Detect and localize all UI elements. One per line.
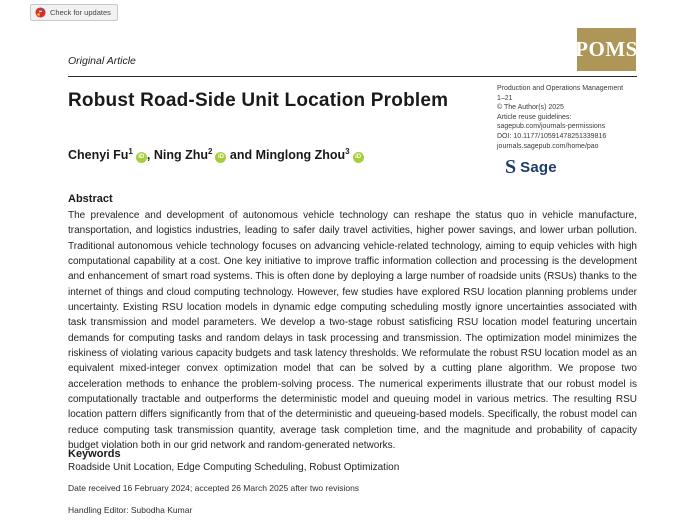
keywords-text: Roadside Unit Location, Edge Computing Scheduling, Robust Optimization (68, 462, 400, 473)
header-divider (68, 76, 637, 77)
author-affiliation-sup: 3 (345, 147, 350, 156)
article-type-label: Original Article (68, 55, 136, 67)
date-received-line: Date received 16 February 2024; accepted 26 March 2025 after two revisions (68, 483, 360, 493)
author-separator: , (146, 148, 154, 163)
permissions-link[interactable]: sagepub.com/journals-permissions (497, 123, 606, 131)
abstract-heading: Abstract (68, 193, 113, 205)
author-affiliation-sup: 2 (207, 147, 213, 156)
journal-info-block (497, 84, 647, 151)
sage-logo (505, 158, 557, 176)
sage-wordmark: Sage (520, 158, 557, 176)
orcid-icon[interactable]: iD (215, 152, 226, 163)
author-affiliation-sup: 1 (128, 147, 133, 156)
doi-line: DOI: 10.1177/10591478251339816 (497, 132, 607, 140)
handling-editor-line: Handling Editor: Subodha Kumar (68, 505, 193, 515)
crossmark-icon (35, 7, 46, 18)
orcid-icon[interactable]: iD (136, 152, 147, 163)
author-name: Minglong Zhou (255, 148, 346, 163)
page-range: 1–21 (497, 94, 513, 102)
author-byline (68, 147, 498, 163)
journal-name: Production and Operations Management (497, 85, 624, 92)
keywords-heading: Keywords (68, 448, 121, 460)
sage-s-icon: S (505, 156, 517, 178)
abstract-text: The prevalence and development of autonomous vehicle technology can reshape the status quo in vehicle manufacture, transportation, and logistics industries, leading to safer daily travel activities, higher power savings, and lower urban pollution. Traditional autonomous vehicle technology focuses on advancing vehicle-related technology, aiming to equip vehicles with high computational capability at a cost. One key initiative to improve traffic information collection and processing is the development and enhancement of smart road systems. This is often done by deploying a large number of roadside units (RSUs) thanks to the internet of things and cloud computing technology. However, few studies have explored RSU location planning problems under uncertainty. Existing RSU location models in dynamic edge computing scheduling mostly ignore uncertainties associated with task transmission and model parameters. We develop a two-stage robust satisficing RSU location model featuring uncertain demands for computing tasks and random delays in task processing and transmission. The optimization model minimizes the riskiness of violating various capacity budgets and task latency thresholds. We reformulate the robust RSU location model as an equivalent mixed-integer convex optimization model that can be solved by a cutting plane algorithm. We propose two acceleration methods to enhance the problem-solving process. The numerical experiments illustrate that our robust model is computationally tractable and outperforms the deterministic model and queuing model in various metrics. The resulting RSU location pattern differs significantly from that of the deterministic and queueing-based models. Specifically, the robust model can reduce computing task transmission quantity, average task completion time, and the magnitude and probability of capacity budget violation both in our grid network and random-generated networks. (68, 210, 637, 452)
author-name: Chenyi Fu (68, 148, 129, 163)
orcid-icon[interactable]: iD (353, 152, 364, 163)
journal-home-link[interactable]: journals.sagepub.com/home/pao (497, 142, 599, 150)
copyright-line: © The Author(s) 2025 (497, 104, 564, 112)
poms-logo: POMS (577, 28, 636, 71)
check-for-updates-label: Check for updates (50, 8, 111, 17)
reuse-guidelines-label: Article reuse guidelines: (497, 113, 572, 121)
author-name: Ning Zhu (153, 148, 208, 163)
check-for-updates-button[interactable] (30, 4, 118, 21)
page-title: Robust Road-Side Unit Location Problem (68, 90, 449, 111)
author-separator: and (226, 148, 256, 163)
